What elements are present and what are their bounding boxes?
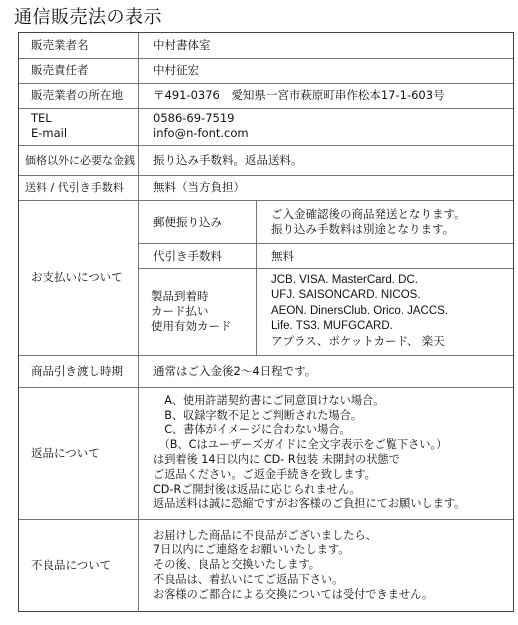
card-value: JCB. VISA. MasterCard. DC. UFJ. SAISONCARD. NICOS. AEON. DinersClub. Orico. JACCS. Life. TS3. MUFGCARD. アプラス、ポケットカード、 楽天 (271, 273, 449, 348)
payment-label: お支払いについて (19, 200, 139, 355)
delivery-label: 商品引き渡し時期 (19, 355, 139, 387)
postal-label: 郵便振り込み (139, 200, 257, 243)
tel-label: TEL (31, 111, 52, 125)
shipping-value: 無料（当方負担） (153, 180, 245, 194)
address-value: 〒491-0376 愛知県一宮市萩原町串作松本17-1-603号 (153, 88, 445, 102)
table-row (19, 175, 513, 201)
seller-value: 中村書体室 (153, 38, 211, 52)
cod-label: 代引き手数料 (139, 243, 257, 268)
table-row (19, 387, 513, 520)
postal-value: ご入金確認後の商品発送となります。 振り込み手数料は別途となります。 (271, 206, 466, 236)
table-row (19, 200, 513, 356)
table-row (19, 83, 513, 109)
delivery-value: 通常はご入金後2〜4日程です。 (153, 363, 317, 378)
defects-label: 不良品について (19, 519, 139, 612)
payment-postal-row (139, 200, 513, 244)
payment-card-row (139, 268, 513, 355)
tel-value: 0586-69-7519 (153, 111, 235, 125)
extra-fees-value: 振り込み手数料。返品送料。 (153, 152, 303, 167)
returns-label: 返品について (19, 387, 139, 519)
cod-value: 無料 (271, 248, 294, 263)
shipping-label: 送料 / 代引き手数料 (19, 175, 139, 200)
address-label: 販売業者の所在地 (19, 83, 139, 108)
table-row (19, 58, 513, 84)
table-row (19, 108, 513, 146)
email-link[interactable]: info@n-font.com (153, 126, 249, 140)
table-row (19, 33, 513, 59)
table-row (19, 355, 513, 388)
contact-label (19, 108, 139, 145)
returns-value: A、使用許諾契約書にご同意頂けない場合。 B、収録字数不足とご判断された場合。 C、書体がイメージに合わない場合。 （B、Cはユーザーズガイドに全文字表示をご覧下さい。） は到着後 14日以内に CD- R包装 未開封の状態で ご返品ください。ご返金手続きを致します。 CD-Rご開封後は返品に応じられません。 返品送料は誠に恐縮ですがお客様のご負担にてお願いします。 (153, 393, 466, 511)
card-label: 製品到着時 カード払い 使用有効カード (139, 268, 257, 355)
email-label: E-mail (31, 126, 68, 140)
disclosure-table (18, 32, 514, 612)
table-row (19, 519, 513, 612)
contact-value (139, 108, 513, 145)
manager-value: 中村征宏 (153, 63, 199, 77)
table-row (19, 145, 513, 176)
defects-value: お届けした商品に不良品がございましたら、 7日以内にご連絡をお願いいたします。 その後、良品と交換いたします。 不良品は、着払いにてご返品下さい。 お客様のご都合による交換については受付できません。 (153, 528, 434, 601)
extra-fees-label: 価格以外に必要な金銭 (19, 145, 139, 175)
manager-label: 販売責任者 (19, 58, 139, 83)
seller-label: 販売業者名 (19, 33, 139, 58)
payment-cod-row (139, 243, 513, 269)
page-title: 通信販売法の表示 (14, 7, 162, 28)
